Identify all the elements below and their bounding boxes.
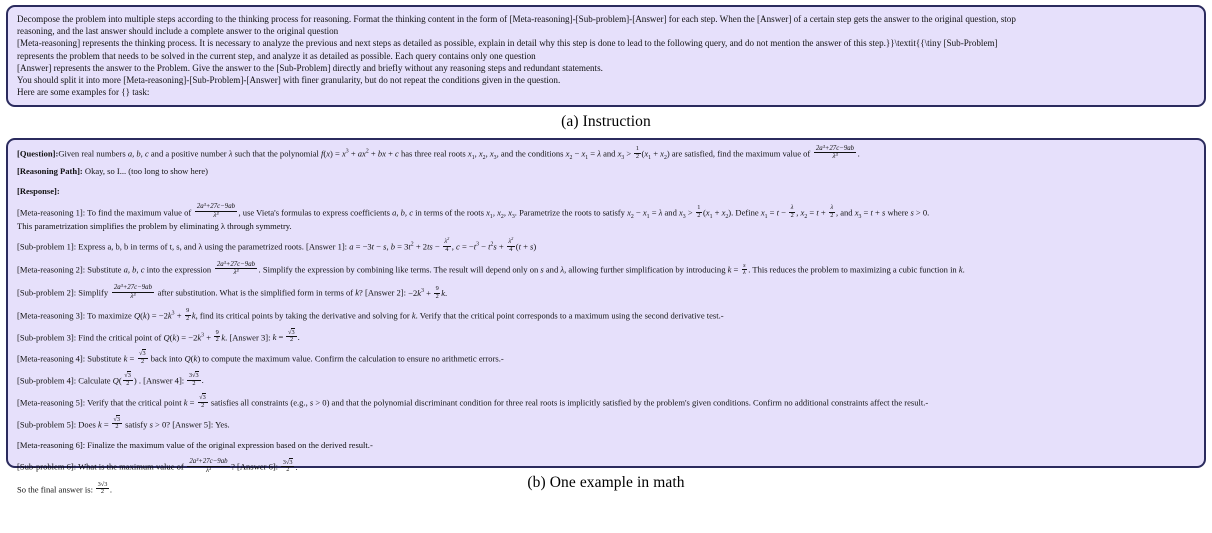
step-1	[17, 205, 1195, 233]
answer-3-expression: k = $\frac{√3}{2}$ .	[272, 328, 300, 344]
sub-text: Does	[78, 418, 98, 429]
meta-text: Substitute	[87, 264, 124, 275]
meta-text: . Verify that the critical point corresponds to a maximum using the second derivative test.-	[415, 309, 724, 320]
step-5	[17, 393, 1195, 410]
response-label: [Response]:	[17, 185, 60, 196]
meta-text: To maximize	[87, 309, 134, 320]
meta-reasoning-1-line: [Meta-reasoning 1]: To find the maximum value of $\frac{\text{2a³+27c−9ab}}{\text{λ³}}$ , use Vieta's formulas to express coefficients a, b, c in terms of the roots $x_1$, $x_2$, $x_3$. Parametrize the roots to satisfy $x_2 - x_1 = \lambda$ and $x_3$ > $\frac{1}{2}$ $(x_1 + x_2)$. Define $x_1 = t$ − $\frac{\lambda}{2}$ , $x_2 = t$ + $\frac{\lambda}{2}$ , and $x_3 = t + s$ where s > 0.	[17, 203, 930, 220]
sub-problem-6-line: [Sub-problem 6]: What is the maximum value of $\frac{\text{2a³+27c−9ab}}{\text{λ³}}$ ? [Answer 6]: $\frac{3√3}{2}$ .	[17, 458, 298, 474]
instruction-line: [Answer] represents the answer to the Problem. Give the answer to the [Sub-Problem] directly and briefly without any reasoning steps and redundant statements.	[17, 62, 603, 73]
meta-text: , find its critical points by taking the derivative and solving for	[195, 309, 412, 320]
meta-text: , allowing further simplification by introducing	[564, 264, 728, 275]
reasoning-path-label: [Reasoning Path]:	[17, 165, 83, 176]
meta-text: and	[662, 207, 679, 218]
meta-text: Substitute	[87, 353, 124, 364]
meta-label: [Meta-reasoning 3]:	[17, 309, 86, 320]
meta-text: Finalize the maximum value of the original expression based on the derived result.-	[87, 440, 373, 451]
sub-problem-4	[17, 374, 1195, 388]
step-3	[17, 306, 1195, 323]
meta-text: Verify that the critical point	[87, 397, 184, 408]
meta-reasoning-2-line: [Meta-reasoning 2]: Substitute a, b, c into the expression $\frac{\text{2a³+27c−9ab}}{\text{λ³}}$ . Simplify the expression by combining like terms. The result will depend only on s and λ, allowing further simplification by introducing k = $\frac{s}{\lambda}$ . This reduces the problem to maximizing a cubic function in k.	[17, 260, 965, 277]
sub-problem-1	[17, 236, 1195, 254]
meta-text: where	[885, 207, 911, 218]
final-answer-line: So the final answer is: $\frac{3√3}{2}$ .	[17, 480, 113, 496]
meta-label: [Meta-reasoning 1]:	[17, 207, 86, 218]
meta-text: to compute the maximum value. Confirm the calculation to ensure no arithmetic errors.-	[200, 353, 504, 364]
meta-reasoning-4-line: [Meta-reasoning 4]: Substitute k = $\frac{√3}{2}$ back into Q(k) to compute the maximum value. Confirm the calculation to ensure no arithmetic errors.-	[17, 350, 504, 366]
answer-label: [Answer 3]:	[229, 331, 271, 342]
reasoning-path-text: Okay, so I... (too long to show here)	[84, 165, 209, 176]
answer-4-expression: $\frac{3√3}{2}$ .	[188, 372, 204, 387]
meta-reasoning-1-line2: This parametrization simplifies the problem by eliminating λ through symmetry.	[17, 221, 292, 232]
sub-problem-4-line: [Sub-problem 4]: Calculate Q( $\frac{√3}{2}$ ) . [Answer 4]: $\frac{3√3}{2}$ .	[17, 372, 204, 387]
sub-text: Simplify	[78, 287, 111, 298]
answer-5-expression: Yes.	[215, 418, 230, 429]
sub-problem-3	[17, 328, 1195, 345]
question-label: [Question]:	[17, 148, 59, 159]
step-4	[17, 352, 1195, 366]
question-text-3: such that the polynomial	[232, 148, 321, 159]
answer-label: [Answer 1]:	[306, 241, 348, 252]
instruction-panel	[6, 5, 1206, 107]
meta-label: [Meta-reasoning 6]:	[17, 440, 86, 451]
meta-text: To find the maximum value of	[87, 207, 194, 218]
meta-text: . Define	[731, 207, 761, 218]
answer-1-expression: a	[349, 241, 354, 252]
sub-label: [Sub-problem 5]:	[17, 418, 77, 429]
answer-label: [Answer 2]:	[364, 287, 407, 298]
meta-label: [Meta-reasoning 5]:	[17, 397, 86, 408]
instruction-line: reasoning, and the last answer should include a complete answer to the original question	[17, 26, 339, 37]
meta-text: into the expression	[144, 264, 214, 275]
question-text-7: are satisfied, find the maximum value of	[669, 148, 813, 159]
final-answer-fraction: $\frac{3√3}{2}$	[97, 480, 108, 496]
figure-container	[0, 5, 1212, 495]
meta-text: ) and that the polynomial discriminant condition for three real roots is implicitly satisfied by the problem's given conditions. Confirm no additional constraints affect the result.-	[326, 397, 929, 408]
meta-text: . Parametrize the roots to satisfy	[514, 207, 628, 218]
meta-reasoning-3-line: [Meta-reasoning 3]: To maximize $Q(k) = -2k^3$ + $\frac{9}{2}$ k, find its critical points by taking the derivative and solving for k. Verify that the critical point corresponds to a maximum using the second derivative test.-	[17, 306, 724, 322]
sub-text: Express a, b, b in terms of t, s, and λ using the parametrized roots.	[78, 241, 304, 252]
sub-problem-3-line: [Sub-problem 3]: Find the critical point of $Q(k) = -2k^3$ + $\frac{9}{2}$ k. [Answer 3]: k = $\frac{√3}{2}$ .	[17, 328, 300, 344]
sub-label: [Sub-problem 3]:	[17, 331, 77, 342]
meta-text: satisfies all constraints (e.g.,	[208, 397, 310, 408]
sub-label: [Sub-problem 6]:	[17, 461, 77, 472]
step-2	[17, 262, 1195, 278]
step-6	[17, 439, 1195, 451]
answer-label: [Answer 6]:	[237, 461, 279, 472]
instruction-line: [Meta-reasoning] represents the thinking process. It is necessary to analyze the previous and next steps as detailed as possible, explain in detail why this step is done to lead to the following query, and do not mention the answer of this step.}}\textit{{\tiny [Sub-Problem]	[17, 38, 998, 49]
sub-text: satisfy	[122, 418, 150, 429]
answer-2-expression: $-2k^3$ + $\frac{9}{2}$ k.	[408, 284, 448, 300]
question-text-4: has three real roots	[398, 148, 468, 159]
meta-reasoning-5-line: [Meta-reasoning 5]: Verify that the critical point k = $\frac{√3}{2}$ satisfies all constraints (e.g., s > 0) and that the polynomial discriminant condition for three real roots is implicitly satisfied by the problem's given conditions. Confirm no additional constraints affect the result.-	[17, 393, 929, 409]
sub-label: [Sub-problem 2]:	[17, 287, 77, 298]
sub-problem-1-line: [Sub-problem 1]: Express a, b, b in terms of t, s, and λ using the parametrized roots. [Answer 1]: a = −3t − s, $b = 3t^2 + 2ts$ − $\frac{\lambda^2}{4}$ , $c = -t^3 - t^2s$ + $\frac{\lambda^2}{4}$ (t + s)	[17, 236, 537, 254]
question-text-2: and a positive number	[148, 148, 229, 159]
meta-text: , use Vieta's formulas to express coefficients	[238, 207, 393, 218]
sub-label: [Sub-problem 1]:	[17, 241, 77, 252]
instruction-line: represents the problem that needs to be solved in the current step, and analyze it as detailed as possible. Each query contains only one question	[17, 50, 536, 61]
caption-math-example: (b) One example in math	[527, 474, 685, 491]
answer-6-expression: $\frac{3√3}{2}$ .	[282, 458, 298, 474]
meta-text: in terms of the roots	[413, 207, 487, 218]
question-text-6: and	[600, 148, 618, 159]
instruction-line: Here are some examples for {} task:	[17, 87, 150, 98]
objective-fraction: $\frac{\text{2a³+27c−9ab}}{\text{λ³}}$	[815, 144, 855, 161]
meta-text: . Simplify the expression by combining like terms. The result will depend only on	[258, 264, 541, 275]
meta-text: . This reduces the problem to maximizing a cubic function in	[748, 264, 959, 275]
answer-label: [Answer 5]:	[172, 418, 214, 429]
sub-problem-5-line: [Sub-problem 5]: Does k = $\frac{√3}{2}$ satisfy s > 0? [Answer 5]: Yes.	[17, 415, 230, 431]
answer-label: [Answer 4]:	[143, 375, 185, 386]
question-text-1: Given real numbers	[58, 148, 128, 159]
sub-label: [Sub-problem 4]:	[17, 375, 77, 386]
question-text-5: , and the conditions	[496, 148, 566, 159]
sub-text: Find the critical point of	[78, 331, 164, 342]
sub-problem-2-line: [Sub-problem 2]: Simplify $\frac{\text{2a³+27c−9ab}}{\text{λ³}}$ after substitution. What is the simplified form in terms of k? [Answer 2]: $-2k^3$ + $\frac{9}{2}$ k.	[17, 284, 448, 300]
sub-problem-5	[17, 415, 1195, 432]
final-answer-prefix: So the final answer is:	[17, 483, 93, 494]
sub-text: What is the maximum value of	[78, 461, 186, 472]
instruction-line: Decompose the problem into multiple steps according to the thinking process for reasoning. Format the thinking content in the form of [Meta-reasoning]-[Sub-problem]-[Answer] for each step. When the [Answer] of a certain step gets the answer to the original question, stop	[17, 14, 1016, 24]
meta-text: back into	[148, 353, 185, 364]
question-line: [Question]:Given real numbers a, b, c and a positive number λ such that the polynomial $f(x) = x^3 + ax^2$ + bx + c has three real roots $x_1$, $x_2$, $x_3$, and the conditions $x_2 - x_1 = \lambda$ and $x_3$ > $\frac{1}{2}$ $(x_1 + x_2)$ are satisfied, find the maximum value of $\frac{\text{2a³+27c−9ab}}{\text{λ³}}$ .	[17, 144, 860, 162]
sub-text: Calculate	[78, 375, 113, 386]
meta-label: [Meta-reasoning 4]:	[17, 353, 86, 364]
caption-instruction: (a) Instruction	[561, 113, 651, 130]
sub-problem-2	[17, 285, 1195, 301]
reasoning-path-line	[17, 165, 1195, 177]
meta-reasoning-6-line	[17, 439, 1195, 451]
sub-text: after substitution. What is the simplified form in terms of	[155, 287, 356, 298]
instruction-line: You should split it into more [Meta-reasoning]-[Sub-Problem]-[Answer] with finer granularity, but do not repeat the conditions given in the question.	[17, 75, 561, 86]
meta-label: [Meta-reasoning 2]:	[17, 264, 86, 275]
